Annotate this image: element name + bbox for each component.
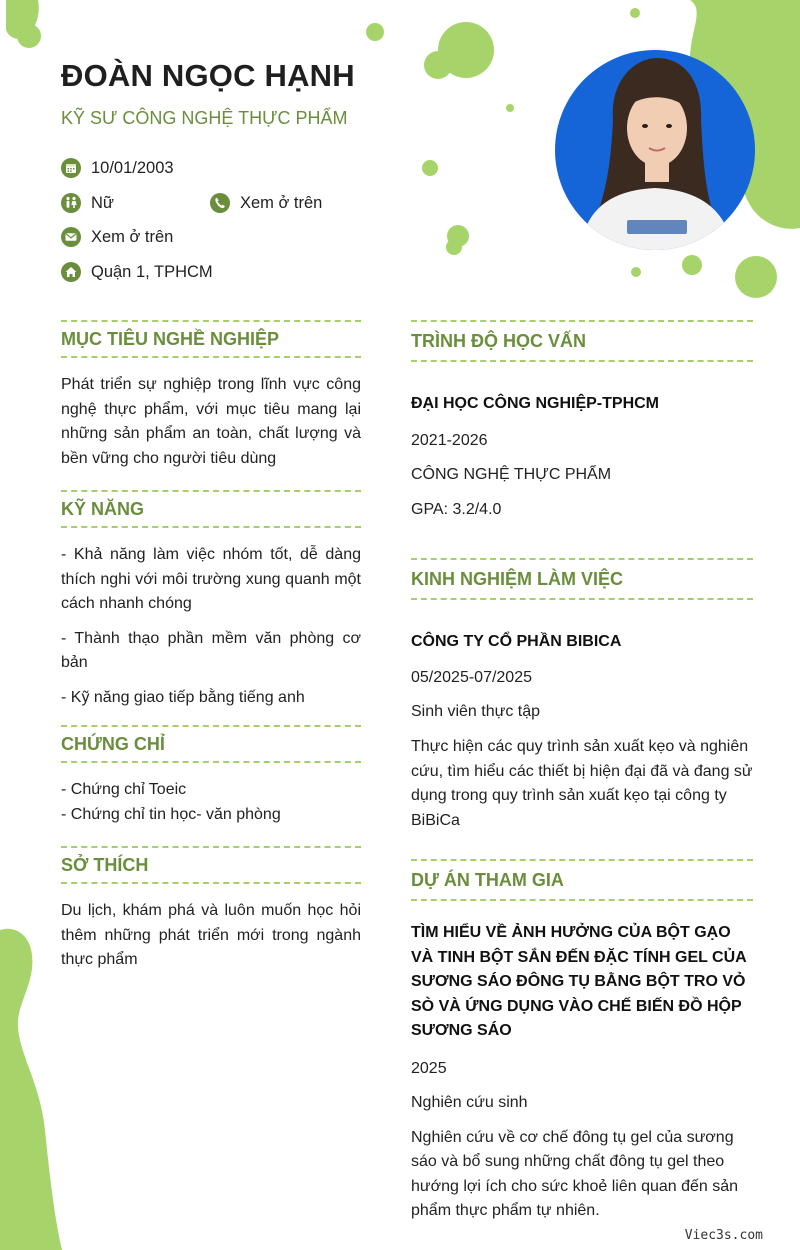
phone-row xyxy=(210,193,322,213)
project-name: TÌM HIỂU VỀ ẢNH HƯỞNG CỦA BỘT GẠO VÀ TINH BỘT SẮN ĐẾN ĐẶC TÍNH GEL CỦA SƯƠNG SÁO ĐÔNG TỤ BẰNG BỘT TRO VỎ SÒ VÀ ỨNG DỤNG VÀO CHẾ BIẾN ĐỒ HỘP SƯƠNG SÁO xyxy=(411,924,747,1039)
experience-period: 05/2025-07/2025 xyxy=(411,669,532,686)
gender-value: Nữ xyxy=(91,193,114,212)
certificates-title: CHỨNG CHỈ xyxy=(61,725,361,763)
company-name: CÔNG TY CỔ PHẦN BIBICA xyxy=(411,632,622,650)
experience-description: Thực hiện các quy trình sản xuất kẹo và nghiên cứu, tìm hiểu các thiết bị hiện đại đã và đang sử dụng trong quy trình sản xuất kẹo tại công ty BiBiCa xyxy=(411,738,753,829)
objective-text: Phát triển sự nghiệp trong lĩnh vực công nghệ thực phẩm, với mục tiêu mang lại những sản phẩm an toàn, chất lượng và bền vững cho người tiêu dùng xyxy=(61,376,361,467)
gender-row xyxy=(61,193,114,213)
hobbies-title: SỞ THÍCH xyxy=(61,846,361,884)
calendar-icon xyxy=(61,158,81,178)
skill-item: - Khả năng làm việc nhóm tốt, dễ dàng thích nghi với môi trường xung quanh một cách nhanh chóng xyxy=(61,546,361,612)
address-row xyxy=(61,262,213,282)
skills-title: KỸ NĂNG xyxy=(61,490,361,528)
objective-title: MỤC TIÊU NGHỀ NGHIỆP xyxy=(61,320,361,358)
school-name: ĐẠI HỌC CÔNG NGHIỆP-TPHCM xyxy=(411,395,659,412)
education-gpa: GPA: 3.2/4.0 xyxy=(411,500,502,518)
education-major: CÔNG NGHỆ THỰC PHẨM xyxy=(411,465,612,483)
bubble xyxy=(366,23,384,41)
bubble xyxy=(735,256,777,298)
bubble xyxy=(422,160,438,176)
home-icon xyxy=(61,262,81,282)
certificate-item: - Chứng chỉ Toeic xyxy=(61,781,187,798)
phone-icon xyxy=(210,193,230,213)
bubble xyxy=(506,104,514,112)
email-icon xyxy=(61,227,81,247)
bubble xyxy=(446,239,462,255)
experience-role: Sinh viên thực tập xyxy=(411,703,541,720)
birthday-row xyxy=(61,158,174,178)
bottom-left-blob xyxy=(0,929,62,1250)
hobbies-text: Du lịch, khám phá và luôn muốn học hỏi thêm những phát triển mới trong ngành thực phẩm xyxy=(61,902,361,968)
gender-icon xyxy=(61,193,81,213)
candidate-name: ĐOÀN NGỌC HẠNH xyxy=(61,58,355,93)
watermark: Viec3s.com xyxy=(684,1228,763,1243)
profile-photo xyxy=(555,50,755,250)
skill-item: - Kỹ năng giao tiếp bằng tiếng anh xyxy=(61,688,305,706)
project-role: Nghiên cứu sinh xyxy=(411,1093,528,1111)
address-value: Quận 1, TPHCM xyxy=(91,262,213,281)
bubble xyxy=(682,255,702,275)
phone-value: Xem ở trên xyxy=(240,193,323,212)
experience-title: KINH NGHIỆM LÀM VIỆC xyxy=(411,558,753,600)
job-title: KỸ SƯ CÔNG NGHỆ THỰC PHẨM xyxy=(61,108,348,128)
top-left-dot xyxy=(17,24,41,48)
email-row xyxy=(61,227,173,247)
project-year: 2025 xyxy=(411,1059,447,1077)
bubble xyxy=(630,8,640,18)
birthday-value: 10/01/2003 xyxy=(91,158,174,177)
email-value: Xem ở trên xyxy=(91,227,174,246)
certificate-item: - Chứng chỉ tin học- văn phòng xyxy=(61,805,281,823)
projects-title: DỰ ÁN THAM GIA xyxy=(411,859,753,901)
skill-item: - Thành thạo phần mềm văn phòng cơ bản xyxy=(61,629,361,671)
project-description: Nghiên cứu về cơ chế đông tụ gel của sương sáo và bổ sung những chất đông tụ gel theo hướng lợi ích cho sức khoẻ liên quan đến sản phẩm thực phẩm tự nhiên. xyxy=(411,1128,739,1219)
education-title: TRÌNH ĐỘ HỌC VẤN xyxy=(411,320,753,362)
left-column xyxy=(61,320,361,973)
portrait-illustration xyxy=(555,50,755,250)
bubble xyxy=(631,267,641,277)
right-column xyxy=(411,320,753,1224)
education-period: 2021-2026 xyxy=(411,431,488,449)
bubble xyxy=(424,51,452,79)
